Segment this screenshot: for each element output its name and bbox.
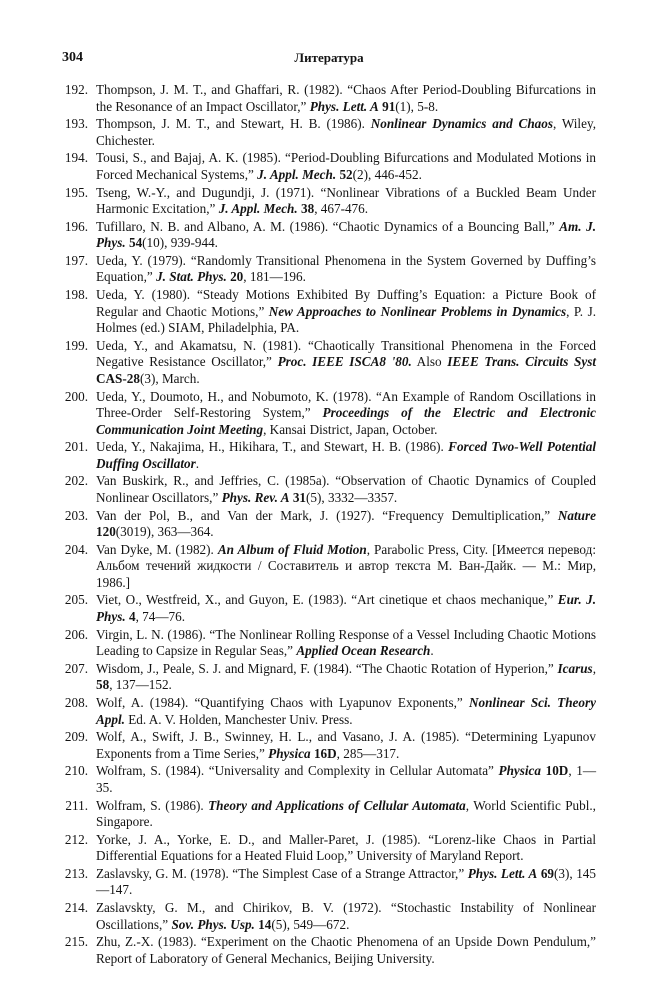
reference-number: 200. (64, 388, 88, 404)
reference-source: Phys. Rev. A (221, 489, 290, 505)
reference-text: Tufillaro, N. B. and Albano, A. M. (1986). “Chaotic Dynamics of a Bouncing Ball,” (96, 218, 560, 234)
reference-list (58, 82, 596, 969)
reference-number: 214. (64, 900, 88, 916)
reference-item (58, 661, 596, 694)
reference-item (58, 150, 596, 183)
reference-text: . (195, 455, 200, 471)
reference-source: Eur. J. Phys. (96, 592, 596, 624)
reference-text: (1), 5-8. (395, 98, 439, 114)
reference-text: . (430, 643, 434, 659)
reference-text: Ueda, Y. (1980). “Steady Motions Exhibited By Duffing’s Equation: a Picture Book of Regular and Chaotic Motions,” (96, 287, 596, 319)
reference-source: J. Stat. Phys. (156, 269, 227, 285)
reference-text: Thompson, J. M. T., and Stewart, H. B. (1986). (96, 116, 371, 132)
reference-item (58, 592, 596, 625)
reference-source: Forced Two-Well Potential Duffing Oscillator (96, 439, 597, 471)
reference-number: 211. (65, 797, 88, 813)
reference-text: , 137—152. (109, 677, 172, 693)
reference-text: (3), 145—147. (96, 865, 596, 898)
reference-number: 201. (64, 439, 88, 455)
reference-source: New Approaches to Nonlinear Problems in Dynamics (268, 303, 567, 319)
reference-text: , Wiley, Chichester. (96, 116, 596, 148)
reference-source: Nonlinear Dynamics and Chaos (370, 116, 553, 132)
reference-source: Applied Ocean Research (296, 643, 431, 659)
reference-number: 192. (64, 82, 88, 97)
reference-source: An Album of Fluid Motion (217, 541, 367, 557)
reference-volume: 38 (297, 201, 315, 217)
reference-text: , Parabolic Press, City. [Имеется перевод: Альбом течений жидкости / Составитель и автор текста М. Ван-Дайк. — М.: Мир, 1986.] (96, 541, 596, 590)
reference-number: 204. (64, 541, 88, 557)
reference-item (58, 832, 596, 865)
reference-source: Am. J. Phys. (96, 218, 596, 251)
reference-text: Ueda, Y., and Akamatsu, N. (1981). “Chaotically Transitional Phenomena in the Forced Negative Resistance Oscillator,” (96, 337, 596, 370)
reference-number: 194. (64, 150, 88, 166)
reference-text: , 467-476. (314, 201, 369, 217)
reference-text: (2), 446-452. (352, 166, 422, 182)
reference-volume: 4 (125, 608, 136, 624)
reference-item (58, 439, 596, 472)
reference-text: Zaslavsky, G. M. (1978). “The Simplest Case of a Strange Attractor,” (96, 865, 468, 881)
reference-item (58, 82, 596, 115)
reference-volume: 120 (96, 524, 116, 540)
reference-text: Zaslavskty, G. M., and Chirikov, B. V. (1972). “Stochastic Instability of Nonlinear Oscillations,” (96, 900, 596, 932)
reference-text: Wolfram, S. (1984). “Universality and Complexity in Cellular Automata” (96, 763, 499, 779)
reference-text: Tseng, W.-Y., and Dugundji, J. (1971). “Nonlinear Vibrations of a Buckled Beam Under Harmonic Excitation,” (96, 184, 596, 217)
reference-text: (3), March. (139, 370, 200, 386)
reference-item (58, 934, 596, 967)
reference-number: 195. (64, 184, 88, 200)
reference-number: 203. (64, 507, 88, 523)
reference-text: , 74—76. (135, 608, 186, 624)
reference-item (58, 389, 596, 439)
reference-item (58, 763, 596, 796)
reference-item (58, 253, 596, 286)
reference-text: , Kansai District, Japan, October. (263, 421, 438, 437)
reference-source: IEEE Trans. Circuits Syst (447, 354, 596, 370)
reference-item (58, 798, 596, 831)
reference-item (58, 866, 596, 899)
reference-number: 202. (64, 473, 88, 489)
reference-text: Wolfram, S. (1986). (96, 797, 209, 813)
reference-text: Tousi, S., and Bajaj, A. K. (1985). “Period-Doubling Bifurcations and Modulated Motions in Forced Mechanical Systems,” (96, 150, 596, 182)
reference-number: 215. (64, 934, 88, 950)
reference-item (58, 542, 596, 592)
reference-text: Ueda, Y., Doumoto, H., and Nobumoto, K. (1978). “An Example of Random Oscillations in Three-Order Self-Restoring System,” (96, 388, 596, 420)
reference-text: Thompson, J. M. T., and Ghaffari, R. (1982). “Chaos After Period-Doubling Bifurcations in the Resonance of an Impact Oscillator,” (96, 82, 596, 114)
reference-source: J. Appl. Mech. (257, 166, 337, 182)
reference-volume: 20 (226, 269, 244, 285)
reference-number: 212. (64, 831, 88, 847)
reference-source: Physica (498, 763, 542, 779)
reference-volume: 14 (254, 916, 272, 932)
reference-item (58, 287, 596, 337)
reference-item (58, 695, 596, 728)
reference-text: (5), 3332—3357. (306, 489, 398, 505)
reference-item (58, 473, 596, 506)
reference-source: Nature (557, 507, 596, 523)
reference-text: (5), 549—672. (271, 916, 350, 932)
reference-number: 205. (64, 592, 88, 608)
reference-text: , 181—196. (243, 269, 306, 285)
reference-source: J. Appl. Mech. (218, 201, 298, 217)
running-title: Литература (294, 50, 364, 65)
reference-item (58, 219, 596, 252)
reference-text: , 285—317. (336, 745, 400, 761)
reference-text: Wolf, A., Swift, J. B., Swinney, H. L., and Vasano, J. A. (1985). “Determining Lyapunov Exponents from a Time Series,” (96, 729, 596, 761)
reference-item (58, 508, 596, 541)
reference-volume: 52 (336, 166, 353, 182)
reference-source: Proceedings of the Electric and Electronic Communication Joint Meeting (96, 405, 596, 437)
reference-source: Nonlinear Sci. Theory Appl. (96, 695, 596, 727)
reference-text: Virgin, L. N. (1986). “The Nonlinear Rolling Response of a Vessel Including Chaotic Motions Leading to Capsize in Regular Seas,” (96, 626, 596, 659)
reference-number: 213. (64, 865, 88, 881)
reference-number: 198. (64, 287, 88, 303)
reference-text: , (592, 660, 596, 676)
reference-text: Ueda, Y., Nakajima, H., Hikihara, T., and Stewart, H. B. (1986). (96, 439, 449, 455)
reference-number: 209. (64, 729, 88, 745)
reference-number: 193. (64, 116, 88, 132)
reference-source: Phys. Lett. A (309, 98, 379, 114)
reference-volume: 91 (378, 98, 396, 114)
reference-text: , P. J. Holmes (ed.) SIAM, Philadelphia, PA. (96, 303, 596, 336)
page-header (62, 50, 596, 70)
reference-number: 206. (64, 626, 88, 642)
reference-item (58, 338, 596, 388)
reference-volume: 54 (125, 235, 143, 251)
reference-source: Sov. Phys. Usp. (171, 916, 255, 932)
reference-source: Theory and Applications of Cellular Automata (208, 797, 466, 813)
reference-text: Zhu, Z.-X. (1983). “Experiment on the Chaotic Phenomena of an Upside Down Pendulum,” Report of Laboratory of General Mechanics, Beijing University. (96, 934, 596, 966)
reference-volume: CAS-28 (96, 370, 140, 386)
reference-number: 197. (64, 252, 88, 268)
reference-volume: 16D (310, 745, 337, 761)
reference-text: Wisdom, J., Peale, S. J. and Mignard, F. (1984). “The Chaotic Rotation of Hyperion,” (96, 660, 558, 676)
reference-text: (10), 939-944. (142, 235, 218, 251)
reference-text: Van Dyke, M. (1982). (96, 541, 218, 557)
reference-item (58, 185, 596, 218)
reference-text: Ueda, Y. (1979). “Randomly Transitional Phenomena in the System Governed by Duffing’s Equation,” (96, 252, 596, 285)
reference-number: 208. (64, 695, 88, 710)
reference-item (58, 729, 596, 762)
reference-source: Proc. IEEE ISCA8 '80. (277, 354, 412, 370)
reference-volume: 58 (96, 677, 110, 693)
reference-number: 210. (64, 763, 88, 779)
reference-item (58, 627, 596, 660)
reference-source: Icarus (557, 660, 593, 676)
reference-text: (3019), 363—364. (115, 524, 214, 540)
reference-text: Yorke, J. A., Yorke, E. D., and Maller-Paret, J. (1985). “Lorenz-like Chaos in Partial Differential Equations for a Heated Fluid Loop,” University of Maryland Report. (96, 831, 596, 864)
reference-volume: 69 (537, 865, 555, 881)
reference-text: Viet, O., Westfreid, X., and Guyon, E. (1983). “Art cinetique et chaos mechanique,” (96, 592, 558, 608)
reference-source: Phys. Lett. A (467, 865, 538, 881)
reference-source: Physica (268, 745, 311, 761)
reference-volume: 31 (289, 489, 306, 505)
reference-text: Ed. A. V. Holden, Manchester Univ. Press. (124, 711, 353, 727)
reference-number: 199. (64, 337, 88, 353)
reference-number: 207. (64, 660, 88, 676)
reference-text: Van Buskirk, R., and Jeffries, C. (1985a). “Observation of Chaotic Dynamics of Coupled Nonlinear Oscillators,” (96, 473, 596, 505)
reference-item (58, 900, 596, 933)
reference-text: , 1—35. (96, 763, 597, 795)
page-number: 304 (62, 50, 83, 65)
reference-text: , World Scientific Publ., Singapore. (96, 797, 596, 830)
reference-number: 196. (64, 218, 88, 234)
reference-text: Van der Pol, B., and Van der Mark, J. (1927). “Frequency Demultiplication,” (96, 507, 558, 523)
reference-item (58, 116, 596, 149)
reference-text: Also (411, 354, 448, 370)
reference-text: Wolf, A. (1984). “Quantifying Chaos with Lyapunov Exponents,” (96, 695, 469, 710)
reference-volume: 10D (541, 763, 569, 779)
